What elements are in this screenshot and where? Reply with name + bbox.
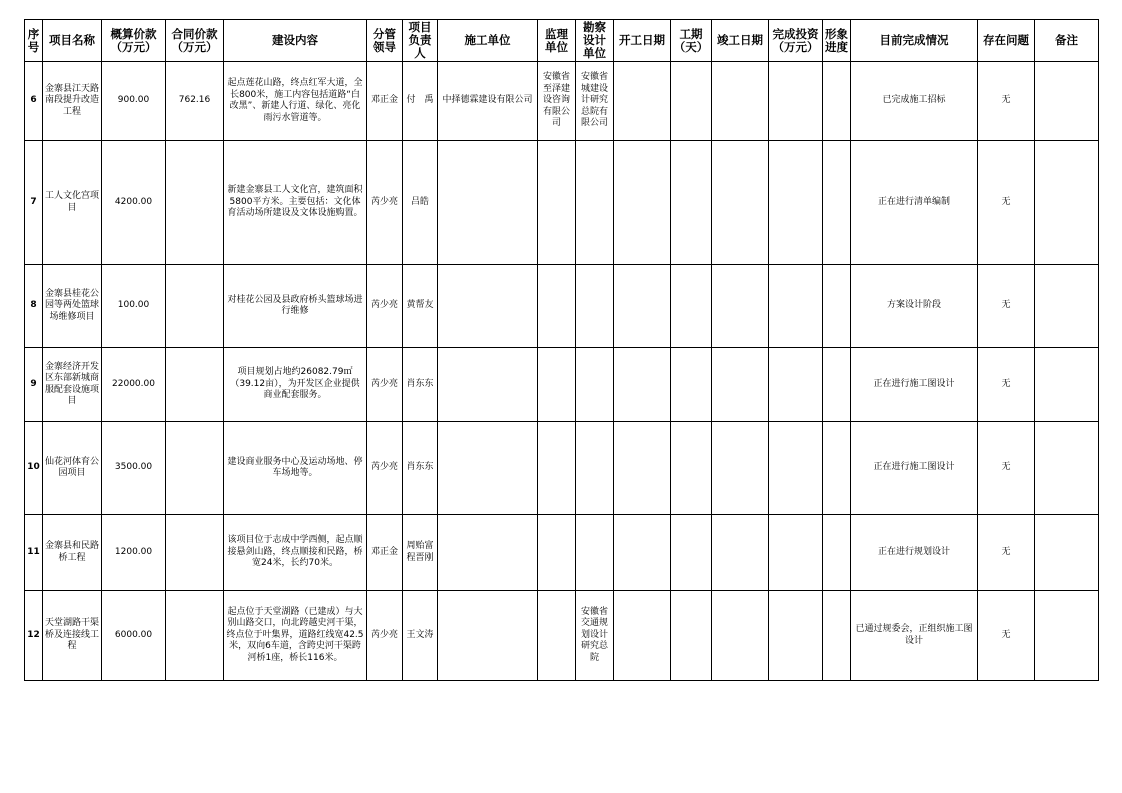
cell-progress	[823, 591, 851, 681]
cell-progress	[823, 348, 851, 422]
cell-designer	[576, 515, 614, 591]
cell-invested	[769, 141, 823, 265]
cell-contract: 762.16	[166, 62, 224, 141]
cell-leader: 芮少亮	[367, 591, 403, 681]
cell-budget: 900.00	[102, 62, 166, 141]
cell-designer	[576, 348, 614, 422]
header-duration: 工期（天）	[671, 20, 712, 62]
cell-notes	[1035, 62, 1099, 141]
cell-content: 对桂花公园及县政府桥头篮球场进行维修	[224, 265, 367, 348]
cell-start	[614, 515, 671, 591]
cell-seq: 6	[25, 62, 43, 141]
cell-manager: 肖东东	[403, 348, 438, 422]
cell-manager: 吕皓	[403, 141, 438, 265]
cell-contract	[166, 515, 224, 591]
header-issues: 存在问题	[978, 20, 1035, 62]
cell-status: 正在进行清单编制	[851, 141, 978, 265]
cell-notes	[1035, 265, 1099, 348]
cell-builder: 中择德霖建设有限公司	[438, 62, 538, 141]
cell-budget: 1200.00	[102, 515, 166, 591]
header-content: 建设内容	[224, 20, 367, 62]
header-name: 项目名称	[43, 20, 102, 62]
cell-name: 工人文化宫项目	[43, 141, 102, 265]
cell-leader: 芮少亮	[367, 422, 403, 515]
cell-duration	[671, 591, 712, 681]
header-invested: 完成投资（万元）	[769, 20, 823, 62]
header-designer: 勘察设计单位	[576, 20, 614, 62]
cell-duration	[671, 515, 712, 591]
cell-builder	[438, 265, 538, 348]
header-seq: 序号	[25, 20, 43, 62]
cell-name: 天堂湖路干渠桥及连接线工程	[43, 591, 102, 681]
cell-manager: 王文涛	[403, 591, 438, 681]
cell-content: 该项目位于志成中学西侧，起点顺接悬剑山路，终点顺接和民路，桥宽24米，长约70米。	[224, 515, 367, 591]
cell-finish	[712, 141, 769, 265]
cell-manager: 肖东东	[403, 422, 438, 515]
header-progress: 形象进度	[823, 20, 851, 62]
cell-invested	[769, 265, 823, 348]
cell-finish	[712, 265, 769, 348]
cell-progress	[823, 515, 851, 591]
cell-finish	[712, 62, 769, 141]
cell-builder	[438, 141, 538, 265]
cell-notes	[1035, 591, 1099, 681]
cell-content: 起点莲花山路，终点红军大道，全长800米，施工内容包括道路“白改黑”、新建人行道、绿化、亮化雨污水管道等。	[224, 62, 367, 141]
table-row	[25, 141, 1099, 265]
cell-start	[614, 422, 671, 515]
cell-issues: 无	[978, 422, 1035, 515]
cell-supervisor: 安徽省至泽建设咨询有限公司	[538, 62, 576, 141]
header-contract: 合同价款（万元）	[166, 20, 224, 62]
cell-name: 金寨经济开发区东部新城商服配套设施项目	[43, 348, 102, 422]
cell-invested	[769, 422, 823, 515]
cell-designer	[576, 141, 614, 265]
cell-issues: 无	[978, 591, 1035, 681]
cell-seq: 11	[25, 515, 43, 591]
cell-finish	[712, 348, 769, 422]
cell-budget: 3500.00	[102, 422, 166, 515]
cell-supervisor	[538, 141, 576, 265]
cell-progress	[823, 265, 851, 348]
cell-leader: 邓正金	[367, 515, 403, 591]
cell-budget: 100.00	[102, 265, 166, 348]
cell-start	[614, 141, 671, 265]
cell-start	[614, 348, 671, 422]
cell-finish	[712, 422, 769, 515]
cell-supervisor	[538, 422, 576, 515]
header-supervisor: 监理单位	[538, 20, 576, 62]
cell-issues: 无	[978, 515, 1035, 591]
header-leader: 分管领导	[367, 20, 403, 62]
cell-manager: 周贻富程晋刚	[403, 515, 438, 591]
cell-builder	[438, 422, 538, 515]
cell-finish	[712, 591, 769, 681]
cell-manager: 黄帮友	[403, 265, 438, 348]
cell-name: 金寨县和民路桥工程	[43, 515, 102, 591]
cell-duration	[671, 265, 712, 348]
cell-issues: 无	[978, 62, 1035, 141]
cell-seq: 7	[25, 141, 43, 265]
cell-seq: 10	[25, 422, 43, 515]
cell-name: 仙花河体育公园项目	[43, 422, 102, 515]
header-finish: 竣工日期	[712, 20, 769, 62]
cell-invested	[769, 348, 823, 422]
cell-notes	[1035, 422, 1099, 515]
cell-progress	[823, 422, 851, 515]
table-row	[25, 348, 1099, 422]
cell-contract	[166, 422, 224, 515]
project-table	[24, 19, 1099, 681]
cell-status: 正在进行施工图设计	[851, 422, 978, 515]
cell-leader: 邓正金	[367, 62, 403, 141]
cell-leader: 芮少亮	[367, 141, 403, 265]
cell-designer	[576, 265, 614, 348]
cell-builder	[438, 515, 538, 591]
cell-designer: 安徽省交通规划设计研究总院	[576, 591, 614, 681]
cell-content: 起点位于天堂湖路（已建成）与大别山路交口，向北跨越史河干渠，终点位于叶集界，道路红线宽42.5米，双向6车道，含跨史河干渠跨河桥1座，桥长116米。	[224, 591, 367, 681]
cell-status: 正在进行规划设计	[851, 515, 978, 591]
table-row	[25, 265, 1099, 348]
cell-content: 新建金寨县工人文化宫，建筑面积5800平方米。主要包括：文化体育活动场所建设及文体设施购置。	[224, 141, 367, 265]
header-budget: 概算价款（万元）	[102, 20, 166, 62]
header-row	[25, 20, 1099, 62]
header-status: 目前完成情况	[851, 20, 978, 62]
cell-contract	[166, 141, 224, 265]
table-row	[25, 591, 1099, 681]
cell-supervisor	[538, 591, 576, 681]
cell-budget: 6000.00	[102, 591, 166, 681]
header-start: 开工日期	[614, 20, 671, 62]
cell-duration	[671, 422, 712, 515]
cell-designer	[576, 422, 614, 515]
cell-duration	[671, 141, 712, 265]
cell-contract	[166, 265, 224, 348]
cell-name: 金寨县桂花公园等两处篮球场维修项目	[43, 265, 102, 348]
cell-content: 项目规划占地约26082.79㎡（39.12亩），为开发区企业提供商业配套服务。	[224, 348, 367, 422]
cell-duration	[671, 348, 712, 422]
cell-name: 金寨县江天路南段提升改造工程	[43, 62, 102, 141]
cell-notes	[1035, 348, 1099, 422]
cell-supervisor	[538, 515, 576, 591]
header-notes: 备注	[1035, 20, 1099, 62]
cell-invested	[769, 591, 823, 681]
cell-progress	[823, 141, 851, 265]
cell-start	[614, 591, 671, 681]
table-row	[25, 422, 1099, 515]
cell-designer: 安徽省城建设计研究总院有限公司	[576, 62, 614, 141]
cell-supervisor	[538, 348, 576, 422]
cell-notes	[1035, 141, 1099, 265]
cell-manager: 付 禹	[403, 62, 438, 141]
cell-leader: 芮少亮	[367, 348, 403, 422]
cell-notes	[1035, 515, 1099, 591]
cell-content: 建设商业服务中心及运动场地、停车场地等。	[224, 422, 367, 515]
cell-status: 正在进行施工图设计	[851, 348, 978, 422]
cell-contract	[166, 591, 224, 681]
cell-budget: 22000.00	[102, 348, 166, 422]
cell-contract	[166, 348, 224, 422]
cell-seq: 8	[25, 265, 43, 348]
cell-issues: 无	[978, 141, 1035, 265]
cell-status: 已完成施工招标	[851, 62, 978, 141]
cell-duration	[671, 62, 712, 141]
cell-status: 已通过规委会，正组织施工图设计	[851, 591, 978, 681]
cell-seq: 12	[25, 591, 43, 681]
cell-start	[614, 62, 671, 141]
cell-issues: 无	[978, 348, 1035, 422]
cell-status: 方案设计阶段	[851, 265, 978, 348]
cell-budget: 4200.00	[102, 141, 166, 265]
cell-finish	[712, 515, 769, 591]
cell-progress	[823, 62, 851, 141]
cell-builder	[438, 348, 538, 422]
cell-supervisor	[538, 265, 576, 348]
cell-leader: 芮少亮	[367, 265, 403, 348]
header-builder: 施工单位	[438, 20, 538, 62]
cell-issues: 无	[978, 265, 1035, 348]
cell-invested	[769, 62, 823, 141]
cell-seq: 9	[25, 348, 43, 422]
cell-builder	[438, 591, 538, 681]
header-manager: 项目负责人	[403, 20, 438, 62]
cell-start	[614, 265, 671, 348]
table-row	[25, 62, 1099, 141]
cell-invested	[769, 515, 823, 591]
table-row	[25, 515, 1099, 591]
